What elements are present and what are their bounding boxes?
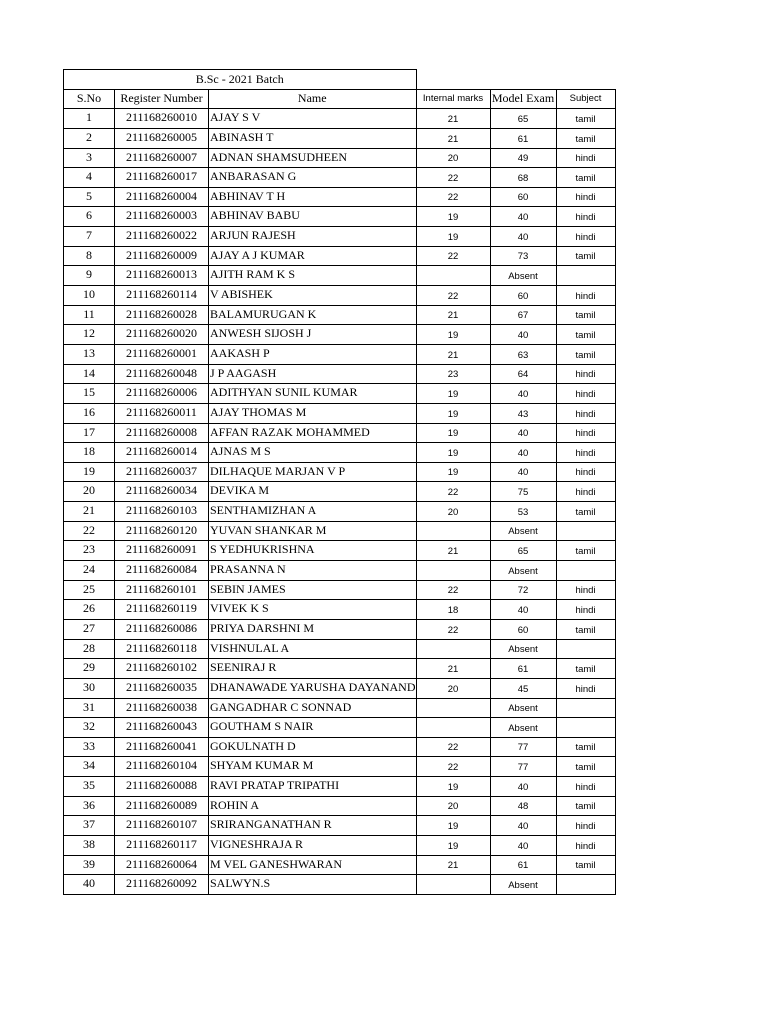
table-row bbox=[64, 246, 616, 266]
cell-sno: 3 bbox=[64, 148, 115, 168]
cell-subject: hindi bbox=[556, 600, 615, 620]
cell-register-number: 211168260092 bbox=[115, 875, 209, 895]
cell-internal-marks: 21 bbox=[416, 659, 490, 679]
cell-internal-marks: 20 bbox=[416, 796, 490, 816]
cell-subject: hindi bbox=[556, 777, 615, 797]
cell-name: ABINASH T bbox=[209, 128, 417, 148]
cell-subject: hindi bbox=[556, 384, 615, 404]
cell-model-exam: 73 bbox=[490, 246, 556, 266]
cell-subject bbox=[556, 698, 615, 718]
cell-sno: 22 bbox=[64, 521, 115, 541]
cell-subject: hindi bbox=[556, 678, 615, 698]
table-row bbox=[64, 482, 616, 502]
cell-register-number: 211168260089 bbox=[115, 796, 209, 816]
cell-sno: 25 bbox=[64, 580, 115, 600]
cell-name: S YEDHUKRISHNA bbox=[209, 541, 417, 561]
cell-register-number: 211168260086 bbox=[115, 619, 209, 639]
cell-sno: 10 bbox=[64, 286, 115, 306]
cell-subject: hindi bbox=[556, 403, 615, 423]
cell-subject: hindi bbox=[556, 227, 615, 247]
cell-model-exam: 43 bbox=[490, 403, 556, 423]
cell-name: GOUTHAM S NAIR bbox=[209, 718, 417, 738]
cell-sno: 24 bbox=[64, 561, 115, 581]
cell-name: V ABISHEK bbox=[209, 286, 417, 306]
cell-name: AJAY A J KUMAR bbox=[209, 246, 417, 266]
cell-register-number: 211168260028 bbox=[115, 305, 209, 325]
cell-internal-marks: 22 bbox=[416, 286, 490, 306]
table-row bbox=[64, 168, 616, 188]
cell-register-number: 211168260001 bbox=[115, 344, 209, 364]
cell-model-exam: Absent bbox=[490, 561, 556, 581]
cell-register-number: 211168260048 bbox=[115, 364, 209, 384]
table-row bbox=[64, 207, 616, 227]
col-header-sno: S.No bbox=[64, 89, 115, 109]
table-row bbox=[64, 364, 616, 384]
cell-sno: 14 bbox=[64, 364, 115, 384]
cell-register-number: 211168260091 bbox=[115, 541, 209, 561]
table-row bbox=[64, 148, 616, 168]
cell-model-exam: Absent bbox=[490, 521, 556, 541]
cell-sno: 5 bbox=[64, 187, 115, 207]
cell-subject: hindi bbox=[556, 443, 615, 463]
cell-sno: 39 bbox=[64, 855, 115, 875]
cell-register-number: 211168260004 bbox=[115, 187, 209, 207]
cell-sno: 26 bbox=[64, 600, 115, 620]
cell-register-number: 211168260117 bbox=[115, 835, 209, 855]
cell-name: DILHAQUE MARJAN V P bbox=[209, 462, 417, 482]
cell-internal-marks: 20 bbox=[416, 502, 490, 522]
cell-subject: tamil bbox=[556, 796, 615, 816]
cell-model-exam: 40 bbox=[490, 325, 556, 345]
cell-name: PRASANNA N bbox=[209, 561, 417, 581]
cell-register-number: 211168260008 bbox=[115, 423, 209, 443]
cell-internal-marks: 22 bbox=[416, 757, 490, 777]
cell-model-exam: 60 bbox=[490, 286, 556, 306]
cell-model-exam: 75 bbox=[490, 482, 556, 502]
cell-model-exam: 61 bbox=[490, 128, 556, 148]
cell-model-exam: 40 bbox=[490, 384, 556, 404]
cell-register-number: 211168260005 bbox=[115, 128, 209, 148]
table-row bbox=[64, 384, 616, 404]
cell-register-number: 211168260102 bbox=[115, 659, 209, 679]
cell-subject: tamil bbox=[556, 619, 615, 639]
table-row bbox=[64, 619, 616, 639]
cell-name: GOKULNATH D bbox=[209, 737, 417, 757]
cell-sno: 38 bbox=[64, 835, 115, 855]
cell-internal-marks: 22 bbox=[416, 187, 490, 207]
cell-subject: hindi bbox=[556, 482, 615, 502]
cell-name: ROHIN A bbox=[209, 796, 417, 816]
cell-name: DHANAWADE YARUSHA DAYANAND bbox=[209, 678, 417, 698]
cell-sno: 34 bbox=[64, 757, 115, 777]
table-row bbox=[64, 855, 616, 875]
cell-internal-marks bbox=[416, 639, 490, 659]
cell-internal-marks bbox=[416, 875, 490, 895]
cell-sno: 30 bbox=[64, 678, 115, 698]
cell-sno: 12 bbox=[64, 325, 115, 345]
table-row bbox=[64, 266, 616, 286]
cell-name: ANWESH SIJOSH J bbox=[209, 325, 417, 345]
cell-register-number: 211168260101 bbox=[115, 580, 209, 600]
cell-sno: 35 bbox=[64, 777, 115, 797]
cell-internal-marks: 21 bbox=[416, 305, 490, 325]
cell-sno: 36 bbox=[64, 796, 115, 816]
cell-internal-marks: 19 bbox=[416, 443, 490, 463]
cell-sno: 13 bbox=[64, 344, 115, 364]
cell-register-number: 211168260011 bbox=[115, 403, 209, 423]
cell-register-number: 211168260014 bbox=[115, 443, 209, 463]
cell-model-exam: 40 bbox=[490, 777, 556, 797]
cell-name: VISHNULAL A bbox=[209, 639, 417, 659]
cell-name: ABHINAV T H bbox=[209, 187, 417, 207]
cell-internal-marks: 21 bbox=[416, 109, 490, 129]
table-row bbox=[64, 777, 616, 797]
cell-sno: 27 bbox=[64, 619, 115, 639]
table-row bbox=[64, 796, 616, 816]
table-row bbox=[64, 757, 616, 777]
col-header-register-number: Register Number bbox=[115, 89, 209, 109]
cell-internal-marks: 18 bbox=[416, 600, 490, 620]
cell-model-exam: 60 bbox=[490, 619, 556, 639]
cell-model-exam: 40 bbox=[490, 443, 556, 463]
cell-model-exam: Absent bbox=[490, 639, 556, 659]
cell-internal-marks bbox=[416, 718, 490, 738]
cell-internal-marks: 21 bbox=[416, 344, 490, 364]
cell-subject bbox=[556, 639, 615, 659]
table-row bbox=[64, 109, 616, 129]
cell-subject bbox=[556, 875, 615, 895]
cell-subject: hindi bbox=[556, 423, 615, 443]
cell-model-exam: 40 bbox=[490, 816, 556, 836]
cell-name: RAVI PRATAP TRIPATHI bbox=[209, 777, 417, 797]
cell-model-exam: 49 bbox=[490, 148, 556, 168]
header-row bbox=[64, 89, 616, 109]
cell-sno: 8 bbox=[64, 246, 115, 266]
cell-model-exam: 40 bbox=[490, 600, 556, 620]
cell-model-exam: 40 bbox=[490, 207, 556, 227]
col-header-name: Name bbox=[209, 89, 417, 109]
cell-sno: 4 bbox=[64, 168, 115, 188]
cell-subject: tamil bbox=[556, 325, 615, 345]
cell-subject: tamil bbox=[556, 502, 615, 522]
cell-subject: hindi bbox=[556, 148, 615, 168]
cell-register-number: 211168260006 bbox=[115, 384, 209, 404]
table-row bbox=[64, 659, 616, 679]
cell-internal-marks bbox=[416, 561, 490, 581]
cell-internal-marks: 19 bbox=[416, 835, 490, 855]
cell-register-number: 211168260064 bbox=[115, 855, 209, 875]
cell-subject: tamil bbox=[556, 855, 615, 875]
cell-subject: tamil bbox=[556, 659, 615, 679]
cell-model-exam: 53 bbox=[490, 502, 556, 522]
cell-subject bbox=[556, 266, 615, 286]
cell-register-number: 211168260013 bbox=[115, 266, 209, 286]
cell-model-exam: 48 bbox=[490, 796, 556, 816]
cell-name: PRIYA DARSHNI M bbox=[209, 619, 417, 639]
cell-subject: hindi bbox=[556, 207, 615, 227]
cell-sno: 16 bbox=[64, 403, 115, 423]
cell-subject: tamil bbox=[556, 305, 615, 325]
table-row bbox=[64, 816, 616, 836]
cell-internal-marks: 21 bbox=[416, 855, 490, 875]
table-row bbox=[64, 521, 616, 541]
cell-sno: 21 bbox=[64, 502, 115, 522]
cell-internal-marks: 19 bbox=[416, 227, 490, 247]
cell-register-number: 211168260010 bbox=[115, 109, 209, 129]
cell-sno: 28 bbox=[64, 639, 115, 659]
cell-sno: 15 bbox=[64, 384, 115, 404]
table-row bbox=[64, 128, 616, 148]
table-row bbox=[64, 325, 616, 345]
cell-subject: tamil bbox=[556, 541, 615, 561]
table-row bbox=[64, 403, 616, 423]
cell-internal-marks: 22 bbox=[416, 482, 490, 502]
cell-name: SENTHAMIZHAN A bbox=[209, 502, 417, 522]
cell-name: AJNAS M S bbox=[209, 443, 417, 463]
cell-sno: 2 bbox=[64, 128, 115, 148]
table-row bbox=[64, 502, 616, 522]
cell-internal-marks: 19 bbox=[416, 462, 490, 482]
cell-internal-marks: 23 bbox=[416, 364, 490, 384]
cell-name: SALWYN.S bbox=[209, 875, 417, 895]
cell-internal-marks: 20 bbox=[416, 678, 490, 698]
col-header-subject: Subject bbox=[556, 89, 615, 109]
cell-subject: tamil bbox=[556, 344, 615, 364]
cell-subject: tamil bbox=[556, 246, 615, 266]
cell-subject: tamil bbox=[556, 737, 615, 757]
cell-register-number: 211168260034 bbox=[115, 482, 209, 502]
table-row bbox=[64, 875, 616, 895]
cell-name: AJITH RAM K S bbox=[209, 266, 417, 286]
cell-name: ABHINAV BABU bbox=[209, 207, 417, 227]
cell-internal-marks: 19 bbox=[416, 384, 490, 404]
cell-subject: tamil bbox=[556, 128, 615, 148]
cell-register-number: 211168260119 bbox=[115, 600, 209, 620]
table-row bbox=[64, 580, 616, 600]
cell-name: SHYAM KUMAR M bbox=[209, 757, 417, 777]
cell-model-exam: 60 bbox=[490, 187, 556, 207]
table-row bbox=[64, 344, 616, 364]
cell-register-number: 211168260107 bbox=[115, 816, 209, 836]
table-row bbox=[64, 443, 616, 463]
cell-subject: hindi bbox=[556, 816, 615, 836]
cell-model-exam: 40 bbox=[490, 227, 556, 247]
cell-register-number: 211168260118 bbox=[115, 639, 209, 659]
cell-model-exam: 61 bbox=[490, 659, 556, 679]
cell-name: GANGADHAR C SONNAD bbox=[209, 698, 417, 718]
cell-name: J P AAGASH bbox=[209, 364, 417, 384]
cell-name: AJAY S V bbox=[209, 109, 417, 129]
cell-sno: 7 bbox=[64, 227, 115, 247]
cell-internal-marks: 20 bbox=[416, 148, 490, 168]
cell-sno: 17 bbox=[64, 423, 115, 443]
cell-internal-marks: 19 bbox=[416, 207, 490, 227]
table-row bbox=[64, 698, 616, 718]
cell-name: AAKASH P bbox=[209, 344, 417, 364]
table-row bbox=[64, 561, 616, 581]
cell-model-exam: Absent bbox=[490, 718, 556, 738]
cell-model-exam: 40 bbox=[490, 835, 556, 855]
cell-internal-marks: 21 bbox=[416, 128, 490, 148]
cell-internal-marks: 19 bbox=[416, 816, 490, 836]
table-row bbox=[64, 541, 616, 561]
cell-name: ADITHYAN SUNIL KUMAR bbox=[209, 384, 417, 404]
table-row bbox=[64, 423, 616, 443]
cell-name: DEVIKA M bbox=[209, 482, 417, 502]
table-row bbox=[64, 286, 616, 306]
cell-subject: hindi bbox=[556, 580, 615, 600]
cell-model-exam: 61 bbox=[490, 855, 556, 875]
cell-subject: hindi bbox=[556, 364, 615, 384]
cell-subject: hindi bbox=[556, 286, 615, 306]
batch-title-row bbox=[64, 70, 616, 90]
table-row bbox=[64, 600, 616, 620]
cell-model-exam: 72 bbox=[490, 580, 556, 600]
cell-name: ANBARASAN G bbox=[209, 168, 417, 188]
cell-internal-marks: 22 bbox=[416, 246, 490, 266]
cell-name: VIVEK K S bbox=[209, 600, 417, 620]
cell-subject: tamil bbox=[556, 168, 615, 188]
col-header-internal-marks: Internal marks bbox=[416, 89, 490, 109]
cell-model-exam: 40 bbox=[490, 462, 556, 482]
cell-register-number: 211168260003 bbox=[115, 207, 209, 227]
table-row bbox=[64, 737, 616, 757]
cell-subject bbox=[556, 561, 615, 581]
cell-register-number: 211168260088 bbox=[115, 777, 209, 797]
cell-register-number: 211168260020 bbox=[115, 325, 209, 345]
cell-sno: 11 bbox=[64, 305, 115, 325]
cell-name: ADNAN SHAMSUDHEEN bbox=[209, 148, 417, 168]
cell-model-exam: Absent bbox=[490, 266, 556, 286]
table-row bbox=[64, 718, 616, 738]
cell-sno: 1 bbox=[64, 109, 115, 129]
blank-cell bbox=[416, 70, 615, 90]
cell-register-number: 211168260007 bbox=[115, 148, 209, 168]
cell-sno: 23 bbox=[64, 541, 115, 561]
cell-sno: 37 bbox=[64, 816, 115, 836]
cell-sno: 32 bbox=[64, 718, 115, 738]
col-header-model-exam: Model Exam bbox=[490, 89, 556, 109]
cell-sno: 33 bbox=[64, 737, 115, 757]
cell-model-exam: 65 bbox=[490, 541, 556, 561]
cell-internal-marks: 22 bbox=[416, 619, 490, 639]
cell-sno: 40 bbox=[64, 875, 115, 895]
table-row bbox=[64, 639, 616, 659]
cell-model-exam: 77 bbox=[490, 737, 556, 757]
table-row bbox=[64, 835, 616, 855]
cell-sno: 18 bbox=[64, 443, 115, 463]
cell-model-exam: 77 bbox=[490, 757, 556, 777]
cell-internal-marks bbox=[416, 521, 490, 541]
cell-subject bbox=[556, 718, 615, 738]
cell-internal-marks bbox=[416, 266, 490, 286]
cell-name: M VEL GANESHWARAN bbox=[209, 855, 417, 875]
cell-model-exam: Absent bbox=[490, 698, 556, 718]
cell-internal-marks: 22 bbox=[416, 737, 490, 757]
table-row bbox=[64, 187, 616, 207]
cell-name: AJAY THOMAS M bbox=[209, 403, 417, 423]
table-row bbox=[64, 305, 616, 325]
cell-sno: 20 bbox=[64, 482, 115, 502]
cell-register-number: 211168260104 bbox=[115, 757, 209, 777]
cell-register-number: 211168260084 bbox=[115, 561, 209, 581]
batch-title: B.Sc - 2021 Batch bbox=[64, 70, 417, 90]
cell-register-number: 211168260120 bbox=[115, 521, 209, 541]
cell-internal-marks: 19 bbox=[416, 423, 490, 443]
cell-internal-marks bbox=[416, 698, 490, 718]
cell-model-exam: 68 bbox=[490, 168, 556, 188]
cell-sno: 9 bbox=[64, 266, 115, 286]
cell-name: BALAMURUGAN K bbox=[209, 305, 417, 325]
cell-register-number: 211168260041 bbox=[115, 737, 209, 757]
cell-internal-marks: 19 bbox=[416, 403, 490, 423]
cell-sno: 31 bbox=[64, 698, 115, 718]
cell-register-number: 211168260022 bbox=[115, 227, 209, 247]
cell-register-number: 211168260043 bbox=[115, 718, 209, 738]
cell-model-exam: 63 bbox=[490, 344, 556, 364]
cell-subject: hindi bbox=[556, 187, 615, 207]
cell-model-exam: 45 bbox=[490, 678, 556, 698]
cell-subject: tamil bbox=[556, 757, 615, 777]
cell-model-exam: Absent bbox=[490, 875, 556, 895]
cell-subject: hindi bbox=[556, 462, 615, 482]
cell-register-number: 211168260037 bbox=[115, 462, 209, 482]
cell-register-number: 211168260009 bbox=[115, 246, 209, 266]
cell-name: VIGNESHRAJA R bbox=[209, 835, 417, 855]
marks-table bbox=[63, 69, 616, 895]
cell-sno: 19 bbox=[64, 462, 115, 482]
cell-name: ARJUN RAJESH bbox=[209, 227, 417, 247]
cell-model-exam: 67 bbox=[490, 305, 556, 325]
cell-register-number: 211168260035 bbox=[115, 678, 209, 698]
table-row bbox=[64, 462, 616, 482]
cell-name: YUVAN SHANKAR M bbox=[209, 521, 417, 541]
cell-name: SEENIRAJ R bbox=[209, 659, 417, 679]
cell-register-number: 211168260114 bbox=[115, 286, 209, 306]
table-row bbox=[64, 678, 616, 698]
cell-subject: hindi bbox=[556, 835, 615, 855]
cell-internal-marks: 21 bbox=[416, 541, 490, 561]
cell-name: SRIRANGANATHAN R bbox=[209, 816, 417, 836]
cell-sno: 6 bbox=[64, 207, 115, 227]
cell-internal-marks: 19 bbox=[416, 777, 490, 797]
cell-sno: 29 bbox=[64, 659, 115, 679]
cell-register-number: 211168260038 bbox=[115, 698, 209, 718]
cell-register-number: 211168260017 bbox=[115, 168, 209, 188]
cell-internal-marks: 22 bbox=[416, 168, 490, 188]
cell-model-exam: 40 bbox=[490, 423, 556, 443]
cell-name: SEBIN JAMES bbox=[209, 580, 417, 600]
cell-model-exam: 65 bbox=[490, 109, 556, 129]
table-row bbox=[64, 227, 616, 247]
cell-model-exam: 64 bbox=[490, 364, 556, 384]
cell-internal-marks: 22 bbox=[416, 580, 490, 600]
cell-register-number: 211168260103 bbox=[115, 502, 209, 522]
cell-name: AFFAN RAZAK MOHAMMED bbox=[209, 423, 417, 443]
cell-subject bbox=[556, 521, 615, 541]
cell-subject: tamil bbox=[556, 109, 615, 129]
cell-internal-marks: 19 bbox=[416, 325, 490, 345]
